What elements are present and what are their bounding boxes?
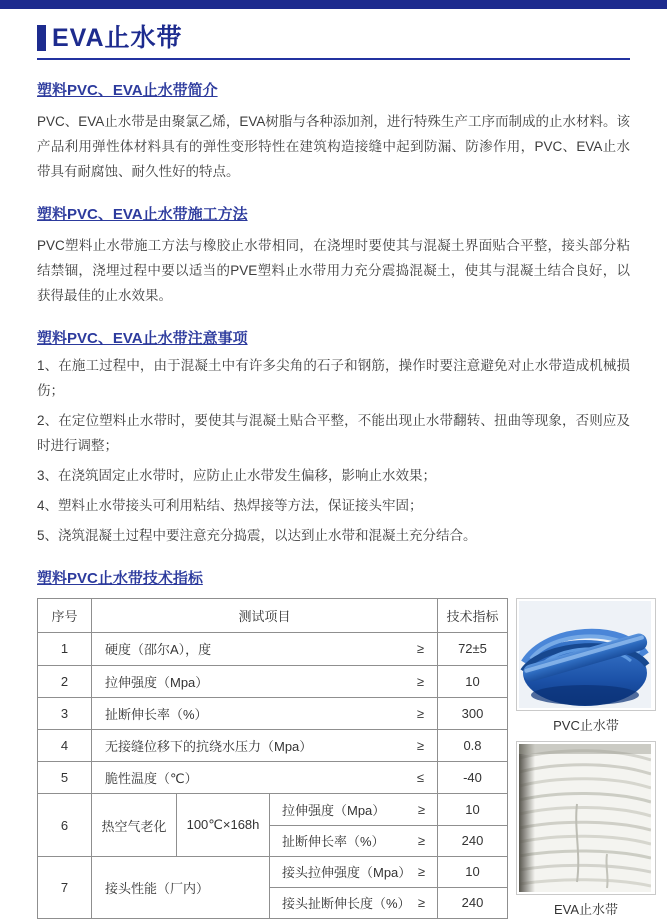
test-item-label: 无接缝位移下的抗绕水压力（Mpa）	[105, 739, 313, 755]
spec-table	[37, 598, 508, 919]
notice-item-4: 4、塑料止水带接头可利用粘结、热焊接等方法，保证接头牢固；	[37, 498, 423, 513]
spec-value: 240	[438, 887, 508, 918]
comparison-operator: ≥	[416, 641, 424, 657]
notice-item-3: 3、在浇筑固定止水带时，应防止止水带发生偏移，影响止水效果；	[37, 468, 437, 483]
table-row	[38, 729, 508, 761]
pvc-product-image	[516, 598, 656, 711]
page-title: EVA止水带	[52, 24, 183, 52]
table-row	[38, 762, 508, 794]
spec-value: 72±5	[438, 633, 508, 665]
technical-section	[37, 598, 656, 919]
sub-test-item-label: 拉伸强度（Mpa）	[282, 802, 386, 818]
white-coil-photo	[519, 744, 651, 892]
row-no: 1	[38, 633, 92, 665]
test-item-label: 脆性温度（℃）	[105, 771, 198, 787]
spec-value: 10	[438, 794, 508, 825]
spec-value: 240	[438, 825, 508, 856]
table-row	[38, 794, 508, 825]
spec-value: 300	[438, 697, 508, 729]
col-header-value: 技术指标	[438, 599, 508, 633]
row-no: 3	[38, 697, 92, 729]
intro-paragraph: PVC、EVA止水带是由聚氯乙烯，EVA树脂与各种添加剂，进行特殊生产工序而制成的止水材料。该产品利用弹性体材料具有的弹性变形特性在建筑构造接缝中起到防漏、防渗作用，PVC、EVA止水带具有耐腐蚀、耐久性好的特点。	[37, 114, 630, 179]
sub-test-item-label: 接头拉伸强度（Mpa）	[282, 865, 412, 881]
comparison-operator: ≥	[416, 738, 424, 754]
notice-item-2: 2、在定位塑料止水带时，要使其与混凝土贴合平整，不能出现止水带翻转、扭曲等现象，否则应及时进行调整；	[37, 413, 630, 453]
table-row	[38, 856, 508, 887]
row-no: 7	[38, 856, 92, 918]
row-no: 2	[38, 665, 92, 697]
row-no: 4	[38, 729, 92, 761]
spec-value: 0.8	[438, 729, 508, 761]
test-item-label: 热空气老化	[92, 794, 177, 856]
spec-value: 10	[438, 856, 508, 887]
notice-item-1: 1、在施工过程中，由于混凝土中有许多尖角的石子和钢筋，操作时要注意避免对止水带造成机械损伤；	[37, 358, 630, 398]
table-row	[38, 697, 508, 729]
test-condition: 100℃×168h	[177, 794, 270, 856]
col-header-no: 序号	[38, 599, 92, 633]
test-item-label: 扯断伸长率（%）	[105, 706, 208, 722]
pvc-image-caption: PVC止水带	[553, 718, 619, 733]
table-row	[38, 665, 508, 697]
section-heading-notice: 塑料PVC、EVA止水带注意事项	[37, 330, 248, 347]
comparison-operator: ≥	[417, 864, 425, 880]
notice-item-5: 5、浇筑混凝土过程中要注意充分捣震，以达到止水带和混凝土充分结合。	[37, 528, 477, 543]
page-title-row	[37, 23, 630, 60]
section-heading-method: 塑料PVC、EVA止水带施工方法	[37, 206, 248, 223]
comparison-operator: ≤	[416, 770, 424, 786]
comparison-operator: ≥	[417, 895, 425, 911]
eva-product-image	[516, 741, 656, 895]
comparison-operator: ≥	[416, 673, 424, 689]
table-header-row	[38, 599, 508, 633]
test-item-label: 硬度（邵尔A），度	[105, 642, 212, 658]
title-marker-icon	[37, 25, 46, 51]
top-accent-bar	[0, 0, 667, 9]
eva-image-caption: EVA止水带	[553, 902, 619, 917]
section-heading-specs: 塑料PVC止水带技术指标	[37, 570, 203, 587]
test-item-label: 拉伸强度（Mpa）	[105, 674, 209, 690]
comparison-operator: ≥	[417, 833, 425, 849]
spec-value: -40	[438, 762, 508, 794]
sub-test-item-label: 扯断伸长率（%）	[282, 834, 385, 850]
test-item-label: 接头性能（厂内）	[105, 880, 210, 896]
comparison-operator: ≥	[417, 801, 425, 817]
product-images-column	[516, 598, 656, 919]
row-no: 6	[38, 794, 92, 856]
table-row	[38, 633, 508, 665]
comparison-operator: ≥	[416, 705, 424, 721]
row-no: 5	[38, 762, 92, 794]
col-header-item: 测试项目	[92, 599, 438, 633]
spec-value: 10	[438, 665, 508, 697]
section-heading-intro: 塑料PVC、EVA止水带简介	[37, 82, 218, 99]
notice-list	[37, 353, 630, 548]
document-page	[0, 23, 667, 919]
sub-test-item-label: 接头扯断伸长度（%）	[282, 896, 411, 912]
method-paragraph: PVC塑料止水带施工方法与橡胶止水带相同，在浇埋时要使其与混凝土界面贴合平整，接头部分粘结禁锢，浇埋过程中要以适当的PVE塑料止水带用力充分震捣混凝土，使其与混凝土结合良好，以获得最佳的止水效果。	[37, 238, 630, 303]
blue-waterstop-photo	[519, 601, 651, 708]
